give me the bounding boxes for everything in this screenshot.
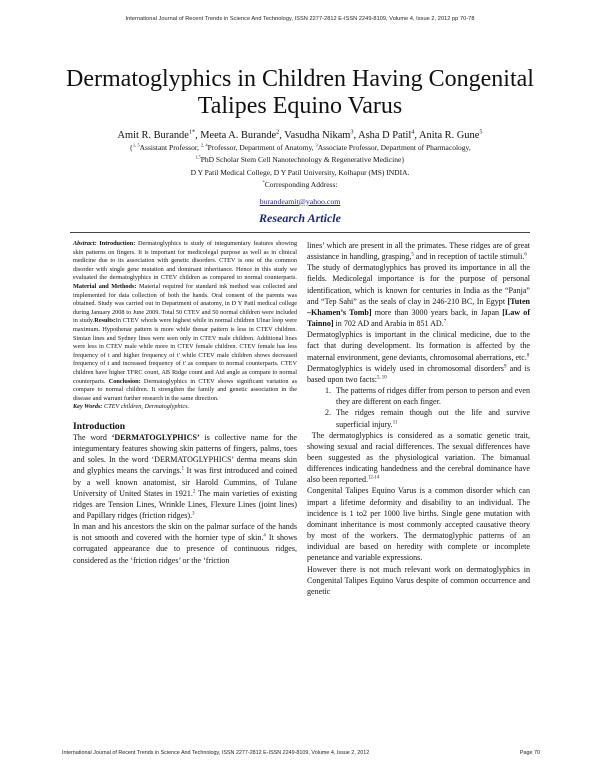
fact-item-2: 2. The ridges remain though out the life and survive superficial injury.$^{11}$	[333, 407, 530, 429]
right-paragraph-7: However there is not much relevant work on dermatoglyphics in Congenital Talipes Equino Varus despite of common occurrence and genetic	[307, 564, 530, 596]
abstract-conclusion-text: Dermatoglyphics in CTEV shows significant variation as compare to normal children. It strengthen the family and genetic association in the disease and warrant further research in the same direction.	[73, 377, 298, 402]
footer-text: International Journal of Recent Trends in Science And Technology, ISSN 2277-2812 E-ISSN 2249-8109, Volume 4, Issue 2, 2012	[62, 750, 370, 756]
right-paragraph-6: Congenital Talipes Equino Varus is a common disorder which can impart a lifetime deformity and disability to an individual. The incidence is 1 to2 per 1000 live births. Single gene mutation with dominant inheritance is most commonly accepted causative theory by most of the workers. The dermatoglyphic patterns of an individual are based on heredity with complete or incomplete penetance and variable expressions.	[307, 486, 530, 563]
methods-label: Material and Methods:	[73, 282, 137, 290]
paper-title: Dermatoglyphics in Children Having Congenital Talipes Equino Varus	[66, 66, 534, 119]
facts-list	[307, 385, 530, 430]
intro-paragraph-1: The word ‘DERMATOGLYPHICS’ is collective name for the integumentary features showing skin patterns of fingers, palms, toes and soles. In the word ‘DERMATOGLYPHICS’ derma means skin and glyphics means the carvings.$^1$ It was first introduced and coined by a well known anatomist, sir Harold Cummins, of Tulane University of United States in 1921.$^2$ The main varieties of existing ridges are Tension Lines, Wrinkle Lines, Flexure Lines (joint lines) and Papillary ridges (friction ridges).$^3$	[73, 432, 297, 520]
conclusion-label: Conclusion:	[108, 377, 141, 385]
author-list: Amit R. Burande$^{1*}$, Meeta A. Burande$^2$, Vasudha Nikam$^3$, Asha D Patil$^4$, Anita R. Gune$^5$	[117, 128, 483, 141]
abstract-methods-text: Material required for standard ink method was collected and implemented for data collection of both the hands. Oral consent of the parents was obtained. Study was carried out in Department of anatomy, in D Y Patil medical college during January 2008 to June 2009. Total 50 CTEV and 50 normal children were included in study.	[73, 282, 297, 325]
affiliation-line-2: $^{1,5}$PhD Scholar Stem Cell Nanotechnology & Regenerative Medicine}	[195, 154, 405, 165]
right-paragraph-3: Dermatoglyphics is important in the clinical medicine, due to the fact that during development. Its formation is affected by the maternal environment, gene deviants, chromosomal aberrations, etc.$^8$	[307, 330, 530, 362]
corresponding-address: *Corresponding Address:	[262, 179, 338, 190]
email-link[interactable]: burandeamit@yahoo.com	[259, 196, 341, 206]
abstract-label: Abstract:	[73, 240, 97, 247]
right-paragraph-2: The study of dermatoglyphics has proved its importance in all the fields. Medicolegal importance is for the purpose of personal identification, which is known for centuries in India as the “Panja” and “Tep Sahi” as the seals of clay in 246-210 BC, In Egypt [Tuten –Khamen’s Tomb] more than 3000 years back, in Japan [Law of Tainno] in 702 AD and Arabia in 851 AD.$^7$	[307, 263, 530, 329]
intro-paragraph-2: In man and his ancestors the skin on the palmar surface of the hands is not smooth and covered with the hornier type of skin.$^4$ It shows corrugated appearance due to presence of continuous ridges, considered as the ‘friction ridges’ or the ‘friction	[73, 522, 298, 565]
abstract-results-text: In CTEV whorls were highest while in normal children Ulnar loop were maximum. Hypothenar pattern is more while thenar pattern is less in CTEV children. Simian lines and Sydney lines were seen only in CTEV male children. Additional lines were less in CTEV male while more in CTEV female children. CTEV female has less frequency of t and higher frequency of t' while CTEV male children shows decreased frequency of t and increased frequency of t' as compare to normal counterparts. CTEV children have higher TFRC count, AB Ridge count and Atd angle as compare to normal counterparts.	[73, 317, 297, 385]
affiliation-line-1: {$^{1, 5}$Assistant Professor, $^{2, 4}$Professor, Department of Anatomy, $^3$Associate Professor, Department of Pharmacology,	[129, 142, 471, 152]
fact-item-1: 1. The patterns of ridges differ from person to person and even they are different on each finger.	[333, 385, 530, 407]
right-paragraph-1: lines’ which are present in all the primates. These ridges are of great assistance in handling, grasping,$^5$ and in reception of tactile stimuli.$^6$	[307, 241, 530, 262]
title-block	[40, 66, 560, 226]
introduction-heading: Introduction	[73, 420, 126, 432]
results-label: Results:	[94, 317, 116, 325]
left-column	[73, 240, 297, 566]
right-paragraph-5: The dermatoglyphics is considered as a somatic genetic trait, showing sexual and racial differences. The sexual differences have been suggested as the physiological variation. The bimanual differences indicating handedness and the cerebral dominance have also been reported.$^{12-14}$	[307, 430, 530, 485]
right-paragraph-4: Dermatoglyphics is widely used in chromosomal disorders$^9$ and is based upon two facts:$^{5, 10}$	[307, 363, 530, 384]
page-number: Page 70	[519, 750, 540, 756]
keywords-label: Key Words:	[73, 403, 103, 411]
article-type: Research Article	[259, 210, 341, 225]
right-column	[307, 240, 530, 597]
keywords	[73, 403, 297, 412]
affiliation-line-3: D Y Patil Medical College, D Y Patil University, Kolhapur (MS) INDIA.	[190, 167, 410, 177]
footer	[62, 750, 540, 756]
header-divider	[70, 232, 530, 233]
abstract-intro-text: Dermatoglyphics is study of integumentary features showing skin patterns on fingers. It is important for medicolegal purpose as well as in clinical medicine due to its association with genetic disorders. CTEV is one of the common disorder with single gene mutation and dominant inheritance. Hence in this study we evaluated the dermatoglyphics in CTEV children as compared to normal counterparts.	[73, 240, 297, 282]
keywords-text: CTEV children, Dermatoglyphics.	[102, 403, 190, 411]
running-head: International Journal of Recent Trends in Science And Technology, ISSN 2277-2812 E-ISSN 2249-8109, Volume 4, Issue 2, 2012 pp 70-78	[125, 16, 475, 22]
abstract	[73, 240, 297, 403]
intro-label: Introduction:	[99, 240, 136, 247]
